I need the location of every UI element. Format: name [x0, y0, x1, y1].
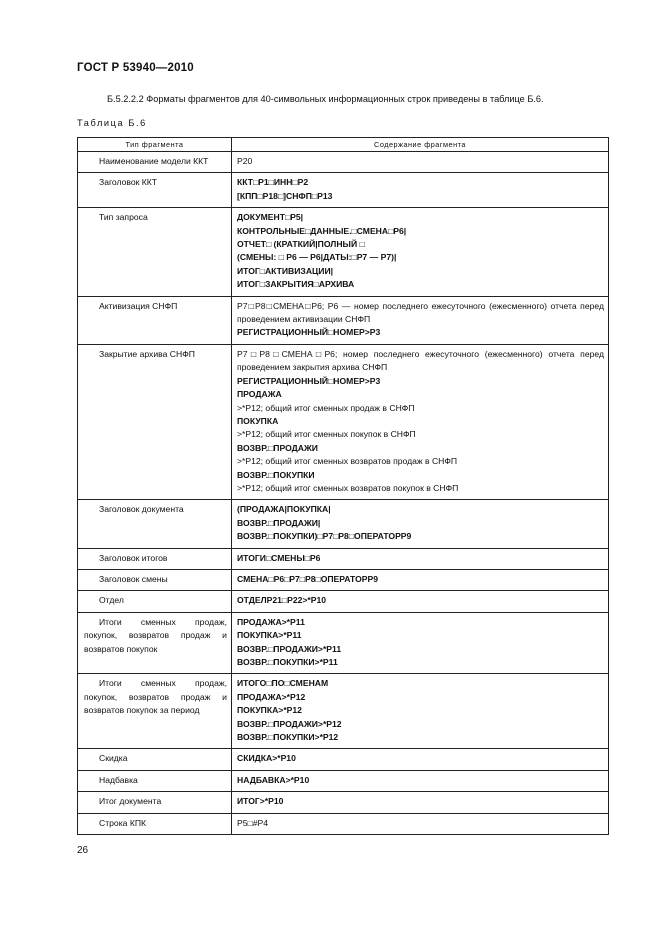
fragment-content-cell [232, 173, 609, 208]
content-line: Р5□#Р4 [237, 817, 268, 828]
content-line: ИТОГО□ПО□СМЕНАМ [237, 678, 329, 689]
content-line: ВОЗВР.□ПРОДАЖИ| [237, 517, 321, 528]
fragment-type-cell [78, 173, 232, 208]
content-line: (ПРОДАЖА|ПОКУПКА| [237, 504, 331, 515]
fragment-type-cell [78, 612, 232, 674]
fragment-content-cell [232, 569, 609, 590]
table-row [78, 674, 609, 749]
fragment-content-cell [232, 770, 609, 791]
fragment-content-cell [232, 813, 609, 834]
content-line: СМЕНА□Р6□Р7□Р8□ОПЕРАТОРР9 [237, 573, 379, 584]
fragment-type-label: Строка КПК [99, 817, 147, 828]
content-line: ПРОДАЖА>*Р11 [237, 616, 305, 627]
fragment-type-label: Заголовок смены [99, 573, 168, 584]
content-line: ПОКУПКА>*Р11 [237, 630, 302, 641]
table-row [78, 152, 609, 173]
content-line: ВОЗВР.□ПОКУПКИ>*Р11 [237, 657, 338, 667]
fragment-content-cell [232, 591, 609, 612]
content-line: P20 [237, 156, 253, 166]
content-line: >*Р12; общий итог сменных покупок в СНФП [237, 429, 416, 440]
fragment-content-cell [232, 792, 609, 813]
fragment-type-cell [78, 548, 232, 569]
fragment-type-label: Отдел [99, 595, 124, 606]
table-row [78, 208, 609, 296]
table-row [78, 344, 609, 499]
fragment-type-cell [78, 152, 232, 173]
column-header-type: Тип фрагмента [78, 138, 232, 152]
content-line: ИТОГ□АКТИВИЗАЦИИ| [237, 265, 334, 276]
content-line: ИТОГИ□СМЕНЫ□Р6 [237, 552, 321, 563]
fragment-type-cell [78, 500, 232, 548]
intro-paragraph: Б.5.2.2.2 Форматы фрагментов для 40-символьных информационных строк приведены в таблице Б.6. [107, 94, 544, 104]
table-row [78, 612, 609, 674]
fragment-content-cell [232, 548, 609, 569]
content-line: РЕГИСТРАЦИОННЫЙ□НОМЕР>Р3 [237, 375, 381, 386]
fragment-type-cell [78, 344, 232, 499]
content-line: ВОЗВР.□ПОКУПКИ)□Р7□Р8□ОПЕРАТОРР9 [237, 531, 412, 542]
content-line: ОТДЕЛР21□Р22>*Р10 [237, 595, 327, 606]
fragment-content-cell [232, 344, 609, 499]
content-line: ПОКУПКА>*Р12 [237, 705, 302, 716]
table-row [78, 548, 609, 569]
fragment-content-cell [232, 674, 609, 749]
fragment-type-cell [78, 674, 232, 749]
content-line: Р7□Р8□СМЕНА□Р6; номер последнего ежесуточного (ежесменного) отчета перед проведением закрытия архива СНФП [237, 348, 604, 373]
table-row [78, 500, 609, 548]
fragment-content-cell [232, 612, 609, 674]
content-line: ВОЗВР.□ПРОДАЖИ>*Р11 [237, 643, 342, 654]
fragment-type-label: Итог документа [99, 796, 162, 807]
content-line: Р7□Р8□СМЕНА□Р6; Р6 — номер последнего ежесуточного (ежесменного) отчета перед проведением активизации СНФП [237, 300, 604, 325]
fragment-type-label: Заголовок итогов [99, 552, 168, 563]
table-title: Таблица Б.6 [77, 118, 147, 128]
content-line: ВОЗВР.□ПОКУПКИ [237, 469, 315, 480]
fragment-type-label: Итоги сменных продаж, покупок, возвратов продаж и возвратов покупок за период [84, 678, 227, 716]
fragment-type-label: Надбавка [99, 774, 138, 785]
fragment-content-cell [232, 296, 609, 344]
fragment-type-label: Тип запроса [99, 212, 148, 223]
fragment-type-cell [78, 749, 232, 770]
table-row [78, 749, 609, 770]
fragment-content-cell [232, 208, 609, 296]
fragment-type-label: Скидка [99, 753, 128, 764]
fragment-type-cell [78, 792, 232, 813]
fragment-type-label: Заголовок ККТ [99, 177, 158, 188]
fragment-content-cell [232, 749, 609, 770]
content-line: >*Р12; общий итог сменных продаж в СНФП [237, 402, 415, 413]
fragment-content-cell [232, 500, 609, 548]
table-row [78, 770, 609, 791]
content-line: >*Р12; общий итог сменных возвратов продаж в СНФП [237, 456, 458, 467]
content-line: ККТ□Р1□ИНН□Р2 [237, 177, 309, 188]
table-row [78, 296, 609, 344]
content-line: КОНТРОЛЬНЫЕ□ДАННЫЕ.□СМЕНА□Р6| [237, 225, 407, 236]
fragment-type-cell [78, 296, 232, 344]
table-row [78, 591, 609, 612]
fragment-type-cell [78, 770, 232, 791]
content-line: ПРОДАЖА>*Р12 [237, 691, 306, 702]
content-line: СКИДКА>*Р10 [237, 753, 296, 764]
document-header: ГОСТ Р 53940—2010 [77, 62, 194, 74]
fragment-type-label: Наименование модели ККТ [99, 156, 209, 166]
table-row [78, 813, 609, 834]
column-header-content: Содержание фрагмента [232, 138, 609, 152]
content-line: ВОЗВР.□ПРОДАЖИ [237, 442, 318, 453]
fragment-type-label: Закрытие архива СНФП [99, 348, 195, 359]
content-line: НАДБАВКА>*Р10 [237, 774, 310, 785]
table-row [78, 569, 609, 590]
content-line: ОТЧЕТ□ (КРАТКИЙ|ПОЛНЫЙ □ [237, 239, 365, 250]
fragment-type-label: Заголовок документа [99, 504, 184, 515]
content-line: ПОКУПКА [237, 415, 279, 426]
table-header-row [78, 138, 609, 152]
table-row [78, 173, 609, 208]
fragment-type-cell [78, 813, 232, 834]
fragment-type-cell [78, 208, 232, 296]
fragment-type-cell [78, 569, 232, 590]
content-line: (СМЕНЫ: □ Р6 — Р6|ДАТЫ:□Р7 — Р7)| [237, 252, 397, 263]
content-line: ВОЗВР.□ПОКУПКИ>*Р12 [237, 732, 339, 743]
content-line: ИТОГ□ЗАКРЫТИЯ□АРХИВА [237, 279, 355, 290]
content-line: ИТОГ>*Р10 [237, 796, 284, 807]
fragment-type-label: Итоги сменных продаж, покупок, возвратов продаж и возвратов покупок [84, 616, 227, 654]
fragment-type-label: Активизация СНФП [99, 300, 178, 311]
fragment-content-cell [232, 152, 609, 173]
page-number: 26 [77, 845, 89, 856]
content-line: ПРОДАЖА [237, 389, 282, 400]
content-line: [КПП□Р18□]СНФП□Р13 [237, 190, 333, 201]
content-line: РЕГИСТРАЦИОННЫЙ□НОМЕР>Р3 [237, 327, 381, 338]
table-row [78, 792, 609, 813]
content-line: >*Р12; общий итог сменных возвратов покупок в СНФП [237, 482, 459, 493]
content-line: ДОКУМЕНТ□Р5| [237, 212, 304, 223]
fragment-type-cell [78, 591, 232, 612]
content-line: ВОЗВР.□ПРОДАЖИ>*Р12 [237, 718, 342, 729]
fragment-formats-table [77, 137, 609, 835]
